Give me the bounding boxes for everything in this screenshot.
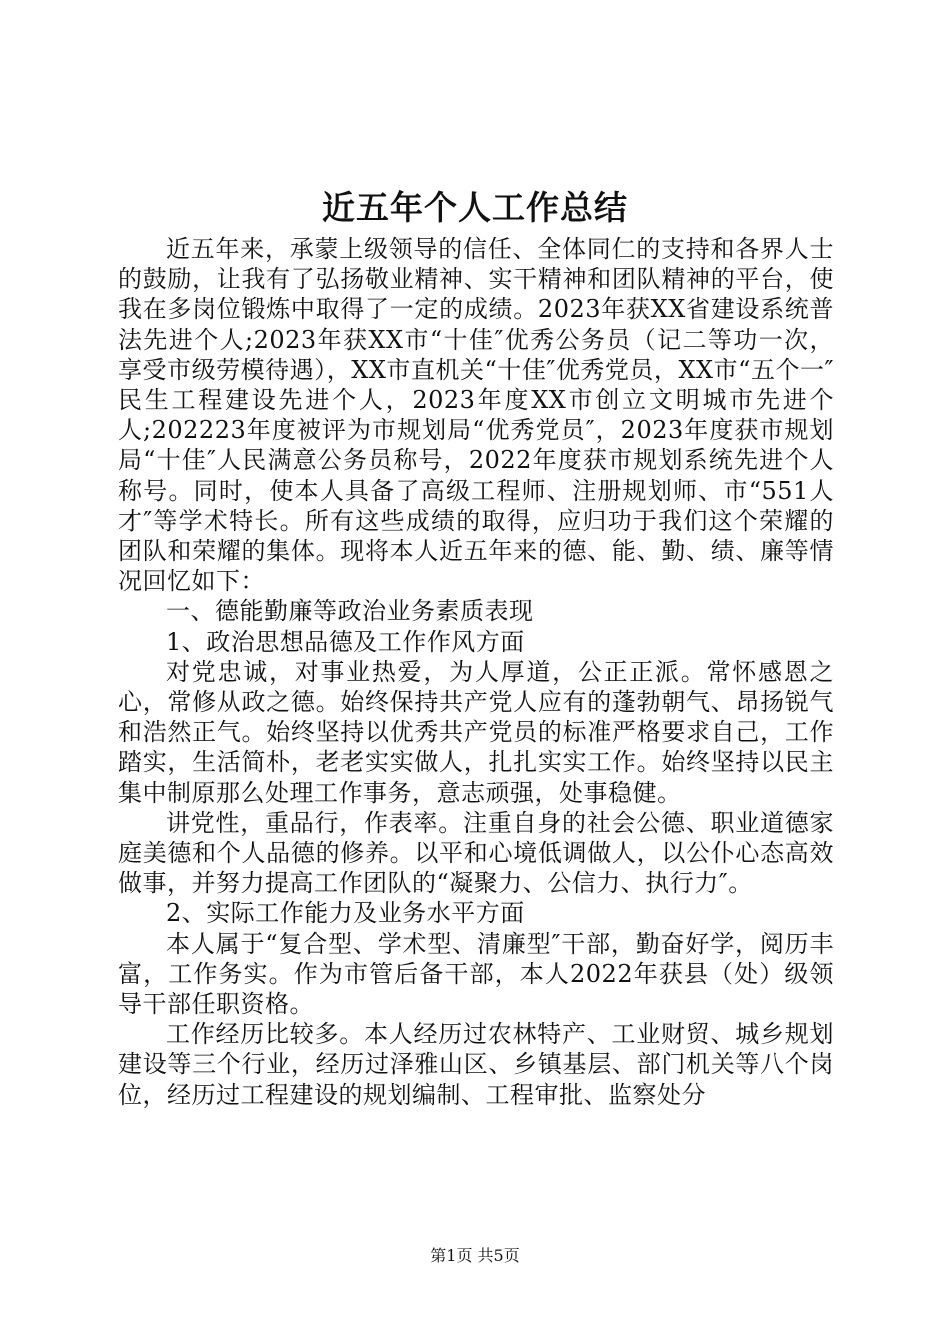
intro-paragraph: 近五年来，承蒙上级领导的信任、全体同仁的支持和各界人士的鼓励，让我有了弘扬敬业精神、实干精神和团队精神的平台，使我在多岗位锻炼中取得了一定的成绩。2023年获XX省建设系统普法先进个人;2023年获XX市“十佳″优秀公务员（记二等功一次，享受市级劳模待遇），XX市直机关“十佳″优秀党员，XX市“五个一″民生工程建设先进个人，2023年度XX市创立文明城市先进个人;202223年度被评为市规划局“优秀党员″，2023年度获市规划局“十佳″人民满意公务员称号，2022年度获市规划系统先进个人称号。同时，使本人具备了高级工程师、注册规划师、市“551人才″等学术特长。所有这些成绩的取得，应归功于我们这个荣耀的团队和荣耀的集体。现将本人近五年来的德、能、勤、绩、廉等情况回忆如下： <box>118 235 834 596</box>
paragraph-politics: 对党忠诚，对事业热爱，为人厚道，公正正派。常怀感恩之心，常修从政之德。始终保持共产党人应有的蓬勃朝气、昂扬锐气和浩然正气。始终坚持以优秀共产党员的标准严格要求自己，工作踏实，生活简朴，老老实实做人，扎扎实实工作。始终坚持以民主集中制原那么处理工作事务，意志顽强，处事稳健。 <box>118 657 834 807</box>
document-title: 近五年个人工作总结 <box>322 188 628 227</box>
subsection-heading-2: 2、实际工作能力及业务水平方面 <box>166 899 525 928</box>
section-heading-1: 一、德能勤廉等政治业务素质表现 <box>166 597 534 626</box>
page-footer: 第1页 共5页 <box>430 1246 520 1265</box>
paragraph-ability: 本人属于“复合型、学术型、清廉型″干部，勤奋好学，阅历丰富，工作务实。作为市管后备干部，本人2022年获县（处）级领导干部任职资格。 <box>118 929 834 1019</box>
paragraph-conduct: 讲党性，重品行，作表率。注重自身的社会公德、职业道德家庭美德和个人品德的修养。以平和心境低调做人，以公仆心态高效做事，并努力提高工作团队的“凝聚力、公信力、执行力″。 <box>118 808 834 898</box>
subsection-heading-1: 1、政治思想品德及工作作风方面 <box>166 627 525 656</box>
document-body <box>118 234 834 1110</box>
paragraph-experience: 工作经历比较多。本人经历过农林特产、工业财贸、城乡规划建设等三个行业，经历过泽雅山区、乡镇基层、部门机关等八个岗位，经历过工程建设的规划编制、工程审批、监察处分 <box>118 1020 834 1109</box>
